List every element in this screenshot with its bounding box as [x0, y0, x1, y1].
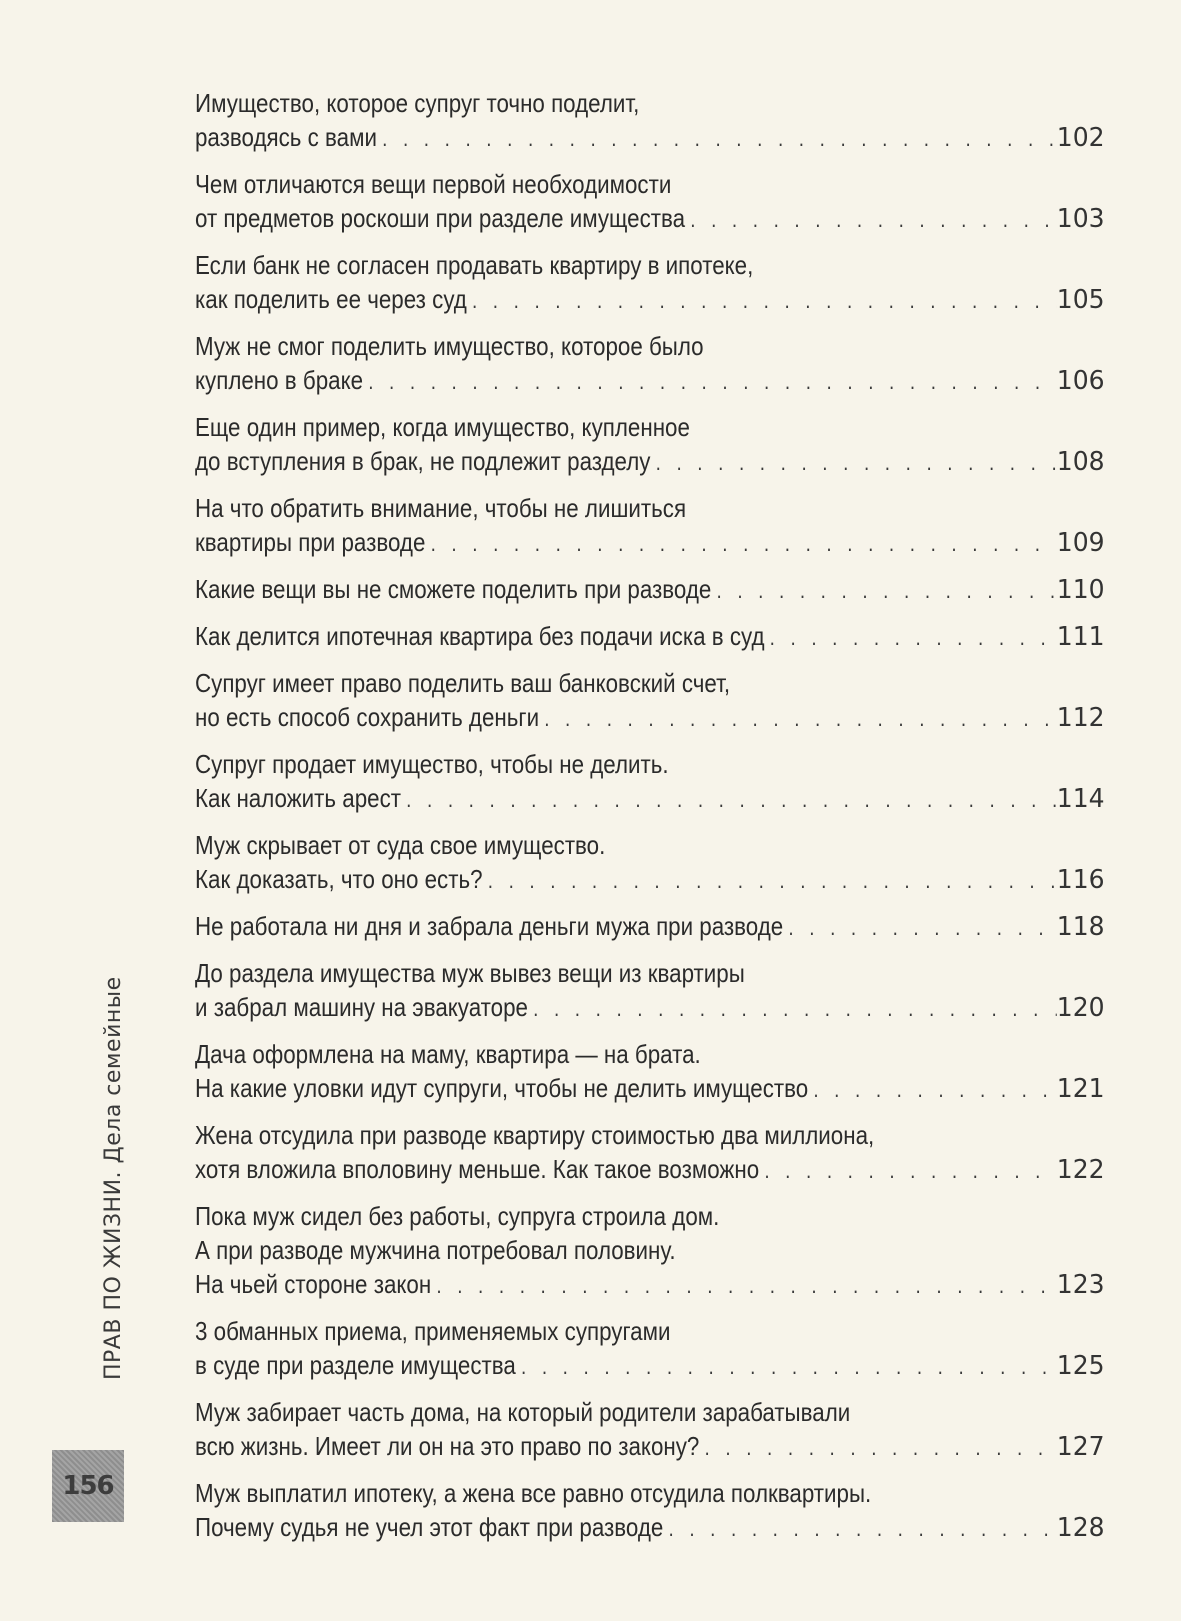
- toc-entry-title: Дача оформлена на маму, квартира — на брата.: [195, 1039, 701, 1069]
- dot-leader: [544, 702, 1057, 736]
- toc-entry-line: [195, 1233, 1105, 1267]
- toc-entry-line: [195, 572, 1105, 608]
- page-number: 156: [62, 1471, 114, 1501]
- toc-entry-title: Имущество, которое супруг точно поделит,: [195, 88, 640, 118]
- toc-entry-page-number: 120: [1057, 993, 1105, 1023]
- dot-leader: [488, 864, 1057, 898]
- toc-entry-title: Пока муж сидел без работы, супруга строила дом.: [195, 1201, 720, 1231]
- toc-entry[interactable]: [195, 86, 1105, 156]
- dot-leader: [770, 621, 1057, 655]
- toc-entry-title: Муж скрывает от суда свое имущество.: [195, 830, 606, 860]
- toc-entry-title: 3 обманных приема, применяемых супругами: [195, 1316, 671, 1346]
- toc-entry-line: [195, 1476, 1105, 1510]
- toc-entry[interactable]: [195, 248, 1105, 318]
- toc-entry-title: Как доказать, что оно есть?: [195, 864, 483, 894]
- toc-entry-page-number: 110: [1057, 575, 1105, 605]
- toc-entry-title: Муж забирает часть дома, на который родители зарабатывали: [195, 1397, 851, 1427]
- dot-leader: [368, 365, 1057, 399]
- toc-entry[interactable]: [195, 956, 1105, 1026]
- toc-entry-line: [195, 410, 1105, 444]
- toc-entry[interactable]: [195, 828, 1105, 898]
- toc-entry[interactable]: [195, 1476, 1105, 1546]
- toc-entry-page-number: 103: [1057, 204, 1105, 234]
- toc-entry-title: Супруг продает имущество, чтобы не делить.: [195, 749, 669, 779]
- toc-entry[interactable]: [195, 1118, 1105, 1188]
- toc-entry-title: Если банк не согласен продавать квартиру в ипотеке,: [195, 250, 754, 280]
- table-of-contents: [195, 86, 1105, 1557]
- toc-entry-line: [195, 1510, 1105, 1546]
- toc-entry-line: [195, 1395, 1105, 1429]
- toc-entry-line: [195, 1199, 1105, 1233]
- dot-leader: [406, 783, 1057, 817]
- toc-entry-line: [195, 747, 1105, 781]
- dot-leader: [656, 446, 1057, 480]
- dot-leader: [668, 1512, 1057, 1546]
- toc-entry-page-number: 121: [1057, 1074, 1105, 1104]
- page-number-box: [52, 1450, 124, 1522]
- toc-entry-line: [195, 956, 1105, 990]
- toc-entry-page-number: 108: [1057, 447, 1105, 477]
- toc-entry[interactable]: [195, 1037, 1105, 1107]
- toc-entry[interactable]: [195, 410, 1105, 480]
- toc-entry-line: [195, 86, 1105, 120]
- dot-leader: [764, 1154, 1057, 1188]
- dot-leader: [431, 527, 1057, 561]
- toc-entry-line: [195, 167, 1105, 201]
- toc-entry-page-number: 128: [1057, 1513, 1105, 1543]
- toc-entry-title: Как делится ипотечная квартира без подачи иска в суд: [195, 621, 765, 651]
- toc-entry-title: Какие вещи вы не сможете поделить при разводе: [195, 574, 712, 604]
- toc-entry-line: [195, 525, 1105, 561]
- toc-entry-title: Не работала ни дня и забрала деньги мужа при разводе: [195, 911, 784, 941]
- dot-leader: [472, 284, 1057, 318]
- toc-entry-title: в суде при разделе имущества: [195, 1350, 516, 1380]
- toc-entry-line: [195, 1314, 1105, 1348]
- toc-entry-page-number: 114: [1057, 784, 1105, 814]
- toc-entry-line: [195, 329, 1105, 363]
- toc-entry-page-number: 122: [1057, 1155, 1105, 1185]
- toc-entry-title: Жена отсудила при разводе квартиру стоимостью два миллиона,: [195, 1120, 875, 1150]
- toc-entry[interactable]: [195, 1314, 1105, 1384]
- toc-entry-page-number: 109: [1057, 528, 1105, 558]
- toc-entry-title: от предметов роскоши при разделе имущества: [195, 203, 686, 233]
- toc-entry-line: [195, 1037, 1105, 1071]
- toc-entry-page-number: 116: [1057, 865, 1105, 895]
- toc-entry-line: [195, 828, 1105, 862]
- toc-entry[interactable]: [195, 747, 1105, 817]
- toc-entry-title: Муж выплатил ипотеку, а жена все равно отсудила полквартиры.: [195, 1478, 872, 1508]
- toc-entry-line: [195, 1429, 1105, 1465]
- toc-entry-title: хотя вложила вполовину меньше. Как такое возможно: [195, 1154, 760, 1184]
- dot-leader: [716, 574, 1057, 608]
- toc-entry[interactable]: [195, 167, 1105, 237]
- toc-entry-title: но есть способ сохранить деньги: [195, 702, 540, 732]
- toc-entry-line: [195, 666, 1105, 700]
- toc-entry-title: Муж не смог поделить имущество, которое было: [195, 331, 704, 361]
- toc-entry-page-number: 106: [1057, 366, 1105, 396]
- toc-entry-title: На какие уловки идут супруги, чтобы не делить имущество: [195, 1073, 809, 1103]
- toc-entry-line: [195, 201, 1105, 237]
- toc-entry-line: [195, 990, 1105, 1026]
- toc-entry-page-number: 125: [1057, 1351, 1105, 1381]
- toc-entry[interactable]: [195, 619, 1105, 655]
- toc-entry-title: Почему судья не учел этот факт при разводе: [195, 1512, 664, 1542]
- toc-entry-title: На что обратить внимание, чтобы не лишиться: [195, 493, 687, 523]
- toc-entry-line: [195, 491, 1105, 525]
- toc-entry[interactable]: [195, 329, 1105, 399]
- toc-entry-line: [195, 248, 1105, 282]
- toc-entry-page-number: 123: [1057, 1270, 1105, 1300]
- toc-entry-title: Супруг имеет право поделить ваш банковский счет,: [195, 668, 731, 698]
- dot-leader: [533, 992, 1057, 1026]
- toc-entry-line: [195, 862, 1105, 898]
- toc-entry-title: А при разводе мужчина потребовал половину.: [195, 1235, 676, 1265]
- toc-entry-line: [195, 363, 1105, 399]
- dot-leader: [705, 1431, 1057, 1465]
- toc-entry-line: [195, 1267, 1105, 1303]
- toc-entry-page-number: 127: [1057, 1432, 1105, 1462]
- toc-entry-title: куплено в браке: [195, 365, 364, 395]
- dot-leader: [521, 1350, 1057, 1384]
- toc-entry-line: [195, 1152, 1105, 1188]
- toc-entry-title: квартиры при разводе: [195, 527, 426, 557]
- toc-entry-title: Чем отличаются вещи первой необходимости: [195, 169, 672, 199]
- toc-entry-title: На чьей стороне закон: [195, 1269, 432, 1299]
- toc-entry-page-number: 102: [1057, 123, 1105, 153]
- toc-entry[interactable]: [195, 491, 1105, 561]
- toc-entry-page-number: 111: [1057, 622, 1105, 652]
- toc-entry-line: [195, 619, 1105, 655]
- running-header: ПРАВ ПО ЖИЗНИ. Дела семейные: [101, 976, 126, 1380]
- toc-entry-page-number: 105: [1057, 285, 1105, 315]
- toc-entry-title: всю жизнь. Имеет ли он на это право по закону?: [195, 1431, 700, 1461]
- toc-entry[interactable]: [195, 1199, 1105, 1303]
- toc-entry-line: [195, 1348, 1105, 1384]
- toc-entry-title: Как наложить арест: [195, 783, 402, 813]
- toc-entry-line: [195, 1071, 1105, 1107]
- toc-entry-line: [195, 1118, 1105, 1152]
- dot-leader: [788, 911, 1057, 945]
- toc-entry[interactable]: [195, 1395, 1105, 1465]
- toc-entry[interactable]: [195, 909, 1105, 945]
- toc-entry-line: [195, 444, 1105, 480]
- dot-leader: [382, 122, 1057, 156]
- toc-entry-line: [195, 282, 1105, 318]
- toc-entry-title: Еще один пример, когда имущество, купленное: [195, 412, 690, 442]
- toc-entry-line: [195, 120, 1105, 156]
- toc-entry-line: [195, 700, 1105, 736]
- toc-entry-title: до вступления в брак, не подлежит разделу: [195, 446, 651, 476]
- toc-entry-page-number: 112: [1057, 703, 1105, 733]
- dot-leader: [690, 203, 1057, 237]
- dot-leader: [436, 1269, 1057, 1303]
- toc-entry-title: как поделить ее через суд: [195, 284, 467, 314]
- toc-entry-title: разводясь с вами: [195, 122, 377, 152]
- dot-leader: [813, 1073, 1057, 1107]
- toc-entry-line: [195, 909, 1105, 945]
- toc-entry[interactable]: [195, 666, 1105, 736]
- toc-entry[interactable]: [195, 572, 1105, 608]
- toc-entry-line: [195, 781, 1105, 817]
- toc-entry-page-number: 118: [1057, 912, 1105, 942]
- toc-entry-title: До раздела имущества муж вывез вещи из квартиры: [195, 958, 745, 988]
- toc-entry-title: и забрал машину на эвакуаторе: [195, 992, 528, 1022]
